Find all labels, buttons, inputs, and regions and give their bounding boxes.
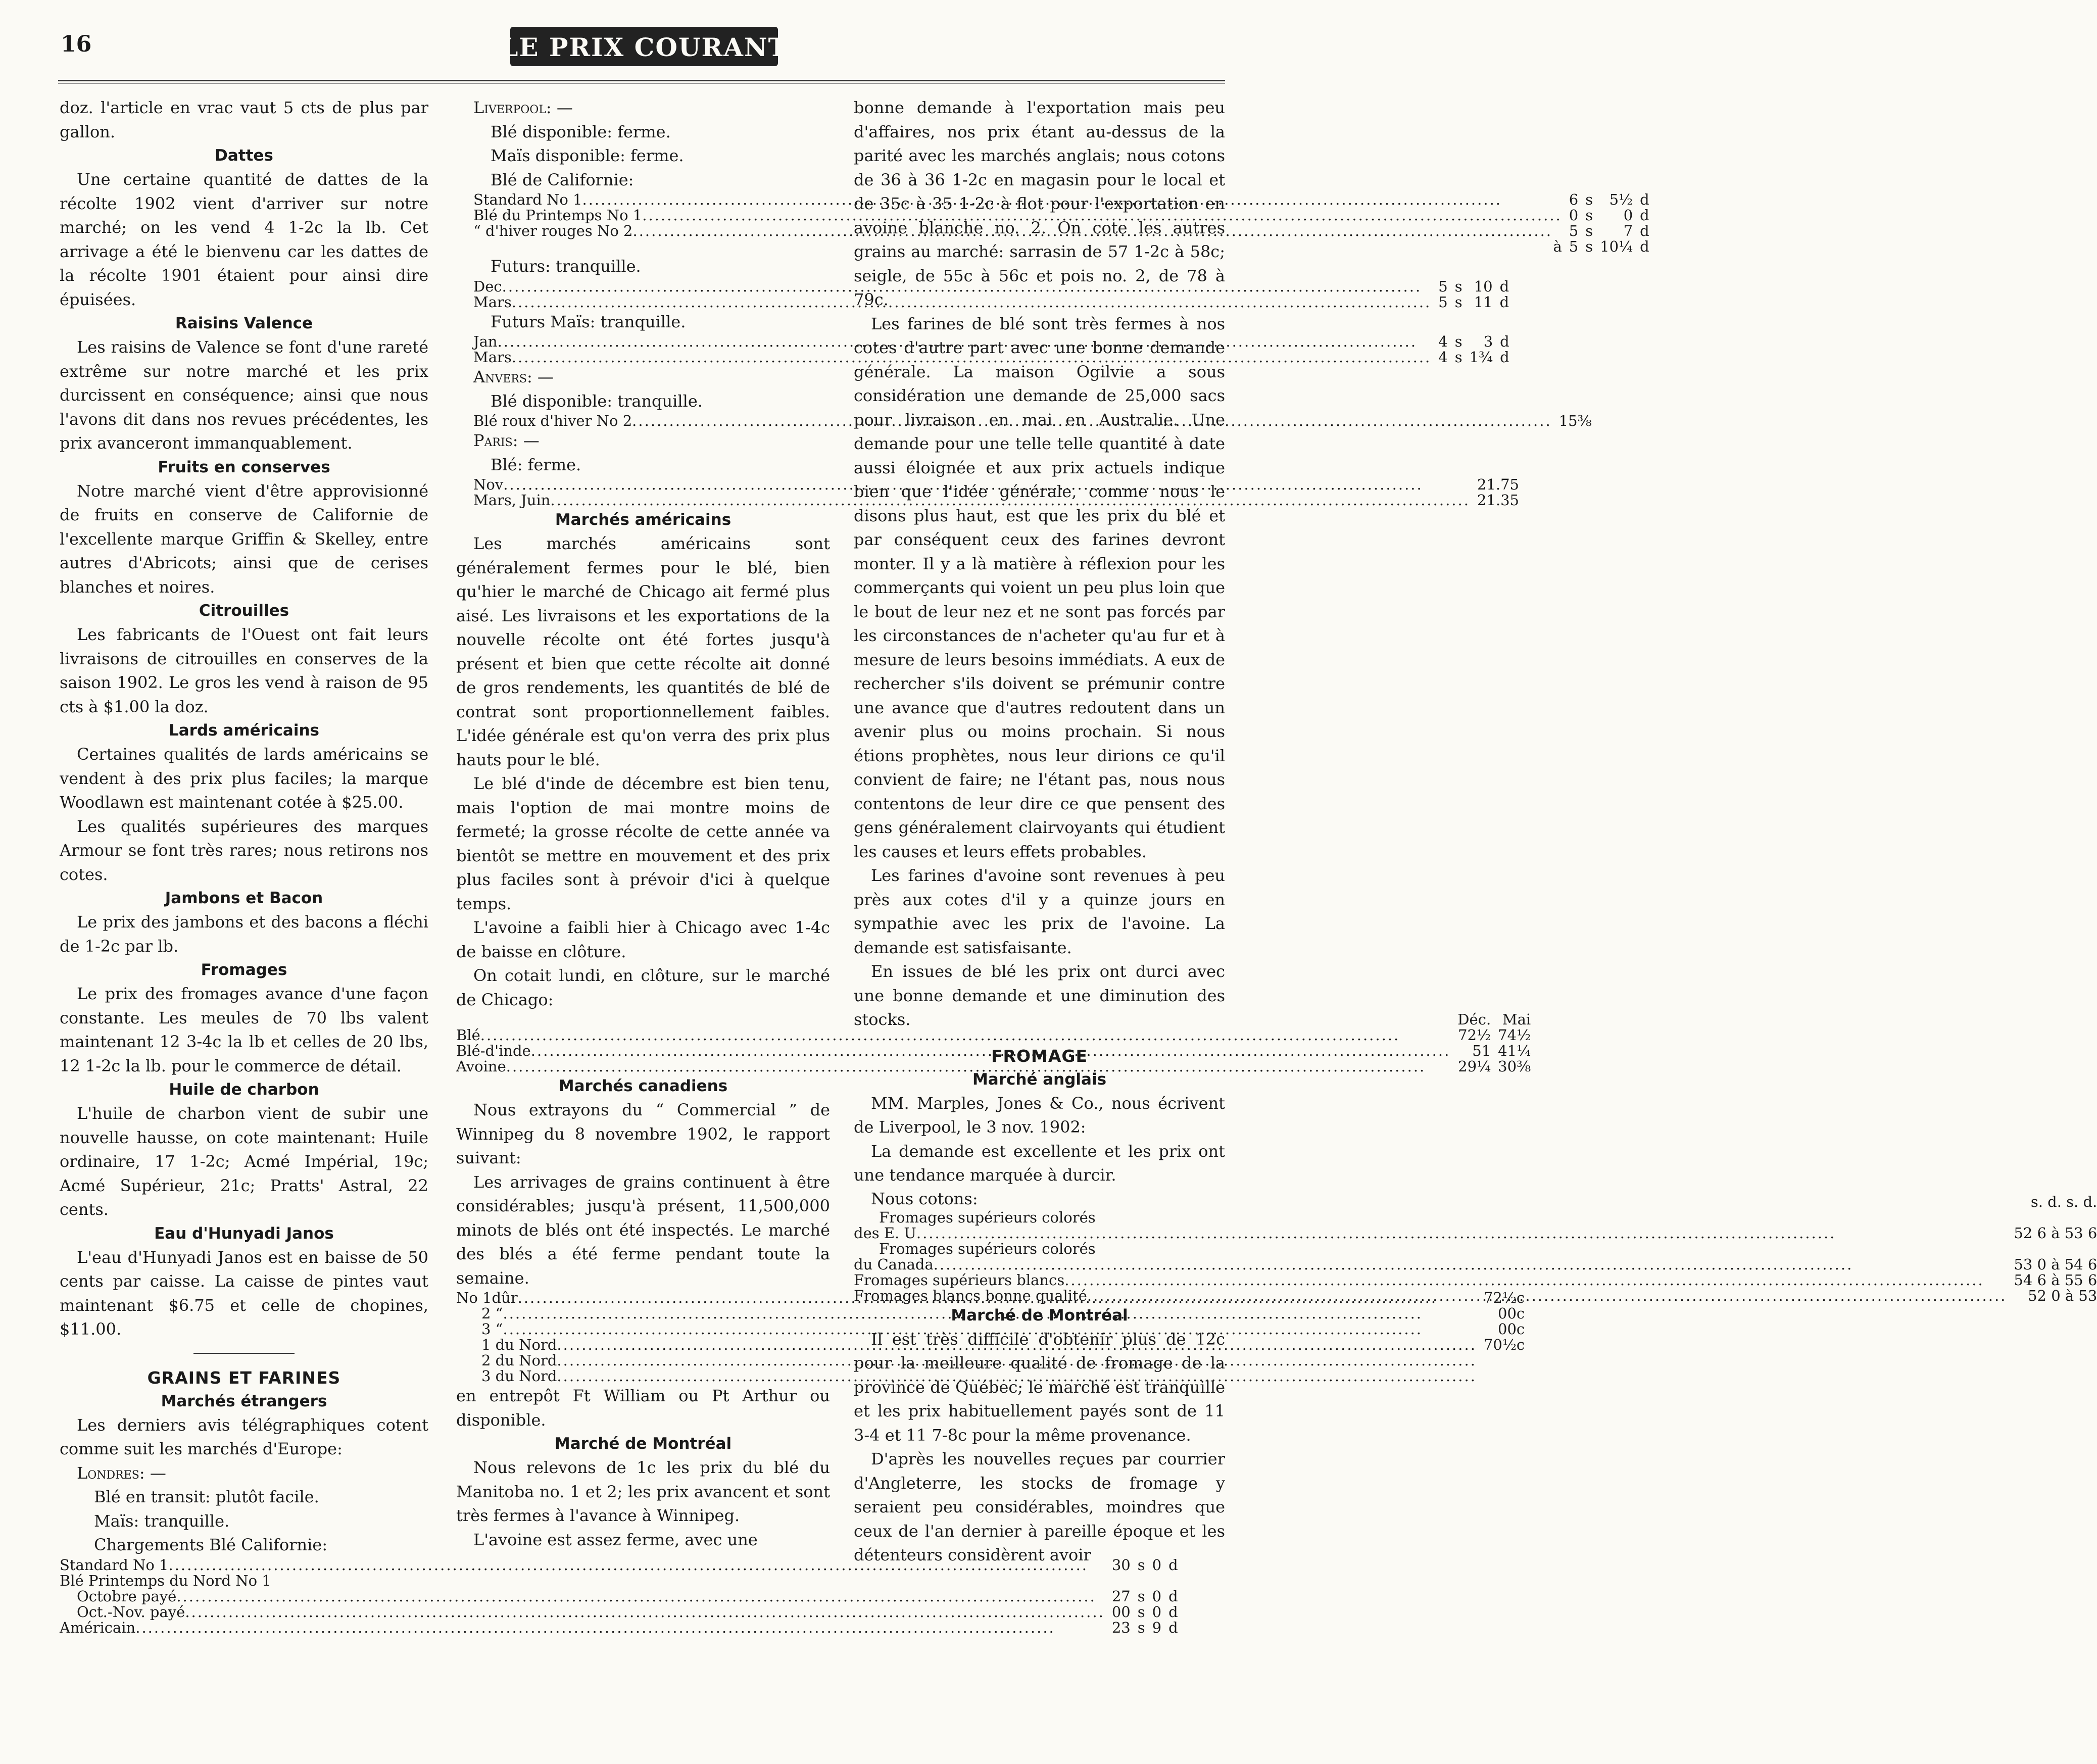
table-row: No 1dûr ..... 72½c	[456, 1290, 1525, 1306]
table-row: des E. U ..... 52 6 à 53 6	[854, 1226, 2097, 1241]
paragraph: MM. Marples, Jones & Co., nous écrivent de Liverpool, le 3 nov. 1902:	[854, 1093, 1225, 1137]
section-heading: Marché de Montréal	[951, 1306, 1128, 1325]
table-header: Déc. Mai	[1457, 1011, 1531, 1028]
paragraph: Les qualités supérieures des marques Armour se font très rares; nous retirons nos cotes.	[60, 816, 428, 884]
paragraph: On cotait lundi, en clôture, sur le marché de Chicago:	[456, 966, 830, 1009]
row-label: Américain	[60, 1619, 136, 1636]
market-line: Blé disponible: ferme.	[491, 122, 671, 141]
table-row: 3 “ ..... 00c	[456, 1321, 1525, 1337]
page-number: 16	[61, 31, 92, 57]
table-row: Fromages supérieurs colorés	[879, 1240, 1096, 1257]
paragraph: doz. l'article en vrac vaut 5 cts de plus par gallon.	[60, 98, 428, 141]
masthead-text: LE PRIX COURANT	[500, 32, 788, 62]
section-separator	[193, 1353, 295, 1354]
table-row: Blé-d'inde ..... 51 41¼	[456, 1043, 1531, 1059]
table-row: du Canada ..... 53 0 à 54 6	[854, 1257, 2097, 1272]
masthead-logo	[500, 23, 788, 71]
paragraph: Les raisins de Valence se font d'une rareté extrême sur notre marché et les prix durcissent en conséquence; ainsi que nous l'avons dit dans nos revues précédentes, les prix avanceront immanquablement.	[60, 337, 428, 453]
table-row: Avoine ..... 29¼ 30⅜	[456, 1059, 1531, 1074]
paragraph: Les farines de blé sont très fermes à nos cotes d'autre part avec une bonne demande générale. La maison Ogilvie a sous considération une demande de 25,000 sacs pour livraison en mai en Australie. Une demande pour une telle telle quantité à date aussi éloignée et aux prix actuels indique bien que l'idée générale, comme nous le disons plus haut, est que les prix du blé et par conséquent ceux des farines devront monter. Il y a là matière à réflexion pour les commerçants qui voient un peu plus loin que le bout de leur nez et ne sont pas forcés par les circonstances de n'acheter qu'au fur et à mesure de leurs besoins immédiats. A eux de rechercher s'ils doivent se prémunir contre une avance que d'autres redoutent dans un avenir plus ou moins prochain. Si nous étions prophètes, nous leur dirions ce qu'il convient de faire; ne l'étant pas, nous nous contentons de leur dire ce que pensent des gens généralement clairvoyants qui étudient les causes et leurs effets probables.	[854, 314, 1225, 861]
table-row: 2 “ ..... 00c	[456, 1306, 1525, 1321]
table-row: Fromages supérieurs blancs ..... 54 6 à 55 6	[854, 1272, 2097, 1288]
table-row: Mars ..... 5 s 11 d	[456, 295, 1509, 310]
paragraph: Une certaine quantité de dattes de la récolte 1902 vient d'arriver sur notre marché; on les vend 4 1-2c la lb. Cet arrivage a été le bienvenu car les dattes de la récolte 1901 étaient pour ainsi dire épuisées.	[60, 170, 428, 309]
major-heading: FROMAGE	[991, 1046, 1088, 1066]
paragraph: Les arrivages de grains continuent à être considérables; jusqu'à présent, 11,500,000 minots de blés ont été inspectés. Le marché des blés a été ferme pendant toute la semaine.	[456, 1172, 830, 1288]
paragraph: Nous relevons de 1c les prix du blé du Manitoba no. 1 et 2; les prix avancent et sont très fermes à l'avance à Winnipeg.	[456, 1458, 830, 1525]
market-line: Futurs: tranquille.	[491, 257, 641, 276]
section-heading: Dattes	[215, 146, 273, 165]
section-heading: Fruits en conserves	[158, 458, 330, 476]
market-label: Londres: —	[77, 1463, 166, 1483]
table-row: Blé du Printemps No 1 ..... 0 s 0 d	[456, 208, 1649, 223]
table-row: Mars ..... 4 s 1¾ d	[456, 350, 1509, 365]
table-row: Fromages supérieurs colorés	[879, 1208, 1096, 1226]
table-row: Mars, Juin ..... 21.35	[456, 493, 1519, 508]
table-row: Dec ..... 5 s 10 d	[456, 279, 1509, 295]
paragraph: Les fabricants de l'Ouest ont fait leurs livraisons de citrouilles en conserves de la saison 1902. Le gros les vend à raison de 95 cts à $1.00 la doz.	[60, 625, 428, 716]
market-label: Paris: —	[473, 431, 540, 450]
paragraph: bonne demande à l'exportation mais peu d'affaires, nos prix étant au-dessus de la parité avec les marchés anglais; nous cotons de 36 à 36 1-2c en magasin pour le local et de 35c à 35 1-2c à flot pour l'exportation en avoine blanche no. 2. On cote les autres grains au marché: sarrasin de 57 1-2c à 58c; seigle, de 55c à 56c et pois no. 2, de 78 à 79c.	[854, 98, 1225, 309]
paragraph: En issues de blé les prix ont durci avec une bonne demande et une diminution des stocks.	[854, 962, 1225, 1029]
market-label: Liverpool: —	[473, 98, 573, 117]
market-line: Futurs Maïs: tranquille.	[491, 312, 686, 331]
section-heading: Eau d'Hunyadi Janos	[154, 1224, 334, 1243]
row-label: Octobre payé	[77, 1587, 177, 1605]
paragraph: L'huile de charbon vient de subir une nouvelle hausse, on cote maintenant: Huile ordinaire, 17 1-2c; Acmé Impérial, 19c; Acmé Supérieur, 21c; Pratts' Astral, 22 cents.	[60, 1104, 428, 1219]
table-row: Oct.-Nov. payé ..... 00 s 0 d	[60, 1604, 1178, 1620]
table-row: Nov ..... 21.75	[456, 477, 1519, 493]
table-row: Standard No 1 ..... 6 s 5½ d	[456, 192, 1649, 208]
paragraph: Notre marché vient d'être approvisionné de fruits en conserve de Californie de l'excellente marque Griffin & Skelley, entre autres d'Abricots; ainsi que de cerises blanches et noires.	[60, 481, 428, 597]
table-row: Blé roux d'hiver No 2 ..... 15⅜	[456, 413, 1592, 429]
price-table-londres	[60, 1557, 1178, 1636]
paragraph: Le prix des fromages avance d'une façon constante. Les meules de 70 lbs valent maintenant 12 3-4c la lb et celles de 20 lbs, 12 1-2c la lb. pour le commerce de détail.	[60, 984, 428, 1075]
row-label: Blé Printemps du Nord No 1	[60, 1572, 271, 1589]
market-line: Chargements Blé Californie:	[94, 1535, 328, 1554]
market-line: Blé: ferme.	[491, 455, 581, 474]
section-heading: Marchés canadiens	[558, 1077, 728, 1095]
paragraph: L'avoine est assez ferme, avec une	[473, 1530, 758, 1549]
section-heading: Jambons et Bacon	[165, 889, 323, 907]
table-row: Octobre payé ..... 27 s 0 d	[60, 1589, 1178, 1604]
paragraph: Le prix des jambons et des bacons a fléchi de 1-2c par lb.	[60, 912, 428, 956]
section-heading: Huile de charbon	[169, 1081, 319, 1099]
section-heading: Marché anglais	[972, 1070, 1107, 1089]
paragraph: Nous extrayons du “ Commercial ” de Winnipeg du 8 novembre 1902, le rapport suivant:	[456, 1100, 830, 1167]
table-row: 3 du Nord .....	[456, 1368, 1525, 1384]
header-rule-thin	[58, 83, 1225, 84]
section-heading: Marchés étrangers	[161, 1392, 327, 1410]
paragraph: La demande est excellente et les prix ont une tendance marquée à durcir.	[854, 1141, 1225, 1185]
market-line: Blé disponible: tranquille.	[491, 391, 703, 411]
table-row: 1 du Nord ..... 70½c	[456, 1337, 1525, 1353]
table-row: Blé ..... 72½ 74½	[456, 1027, 1531, 1043]
paragraph: en entrepôt Ft William ou Pt Arthur ou disponible.	[456, 1386, 830, 1430]
table-row: Américain ..... 23 s 9 d	[60, 1620, 1178, 1636]
market-label: Anvers: —	[473, 367, 554, 386]
section-heading: Fromages	[201, 961, 287, 979]
table-row: “ d'hiver rouges No 2 ..... 5 s 7 d	[456, 223, 1649, 239]
market-line: Blé de Californie:	[491, 170, 634, 189]
row-label: Oct.-Nov. payé	[77, 1603, 185, 1621]
market-line: Blé en transit: plutôt facile.	[94, 1487, 319, 1506]
major-heading: GRAINS ET FARINES	[147, 1367, 341, 1388]
section-heading: Marchés américains	[555, 511, 731, 529]
paragraph: Certaines qualités de lards américains se vendent à des prix plus faciles; la marque Woodlawn est maintenant cotée à $25.00.	[60, 745, 428, 812]
paragraph: L'eau d'Hunyadi Janos est en baisse de 50 cents par caisse. La caisse de pintes vaut maintenant $6.75 et celle de chopines, $11.00.	[60, 1247, 428, 1339]
header-rule	[58, 80, 1225, 81]
market-line: Maïs disponible: ferme.	[491, 146, 684, 165]
table-row: Standard No 1 ..... 30 s 0 d	[60, 1557, 1178, 1573]
price-table-fromages	[854, 1188, 2097, 1304]
section-heading: Lards américains	[169, 721, 319, 740]
paragraph: L'avoine a faibli hier à Chicago avec 1-4c de baisse en clôture.	[456, 918, 830, 961]
table-row	[60, 1573, 1178, 1589]
paragraph: Les farines d'avoine sont revenues à peu près aux cotes d'il y a quinze jours en sympathie avec les prix de l'avoine. La demande est satisfaisante.	[854, 866, 1225, 957]
table-header: Nous cotons: s. d. s. d.	[871, 1189, 2097, 1210]
table-row: à 5 s 10¼ d	[1553, 238, 1649, 255]
table-row: Fromages blancs bonne qualité ..... 52 0 à 53	[854, 1288, 2097, 1304]
paragraph: Il est très difficile d'obtenir plus de 12c pour la meilleure qualité de fromage de la province de Québec; le marché est tranquille et les prix habituellement payés sont de 11 3-4 et 11 7-8c pour la même provenance.	[854, 1329, 1225, 1445]
paragraph: Les derniers avis télégraphiques cotent comme suit les marchés d'Europe:	[60, 1415, 428, 1458]
market-line: Maïs: tranquille.	[94, 1511, 230, 1531]
section-heading: Raisins Valence	[175, 314, 313, 332]
paragraph: Le blé d'inde de décembre est bien tenu, mais l'option de mai montre moins de fermeté; la grosse récolte de cette année va bientôt se mettre en mouvement et des prix plus faciles sont à prévoir d'ici à quelque temps.	[456, 774, 830, 913]
section-heading: Citrouilles	[199, 602, 289, 620]
paragraph: D'après les nouvelles reçues par courrier d'Angleterre, les stocks de fromage y seraient peu considérables, moindres que ceux de l'an dernier à pareille époque et les détenteurs considèrent avoir	[854, 1449, 1225, 1564]
section-heading: Marché de Montréal	[554, 1435, 732, 1453]
table-row: 2 du Nord .....	[456, 1353, 1525, 1368]
row-label: Standard No 1	[60, 1556, 169, 1574]
paragraph: Les marchés américains sont généralement fermes pour le blé, bien qu'hier le marché de Chicago ait fermé plus aisé. Les livraisons et les exportations de la nouvelle récolte ont été fortes jusqu'à présent et bien que cette récolte ait donné de gros rendements, les quantités de blé de contrat sont proportionnellement faibles. L'idée générale est qu'on verra des prix plus hauts pour le blé.	[456, 534, 830, 769]
table-row: Jan ..... 4 s 3 d	[456, 334, 1509, 350]
